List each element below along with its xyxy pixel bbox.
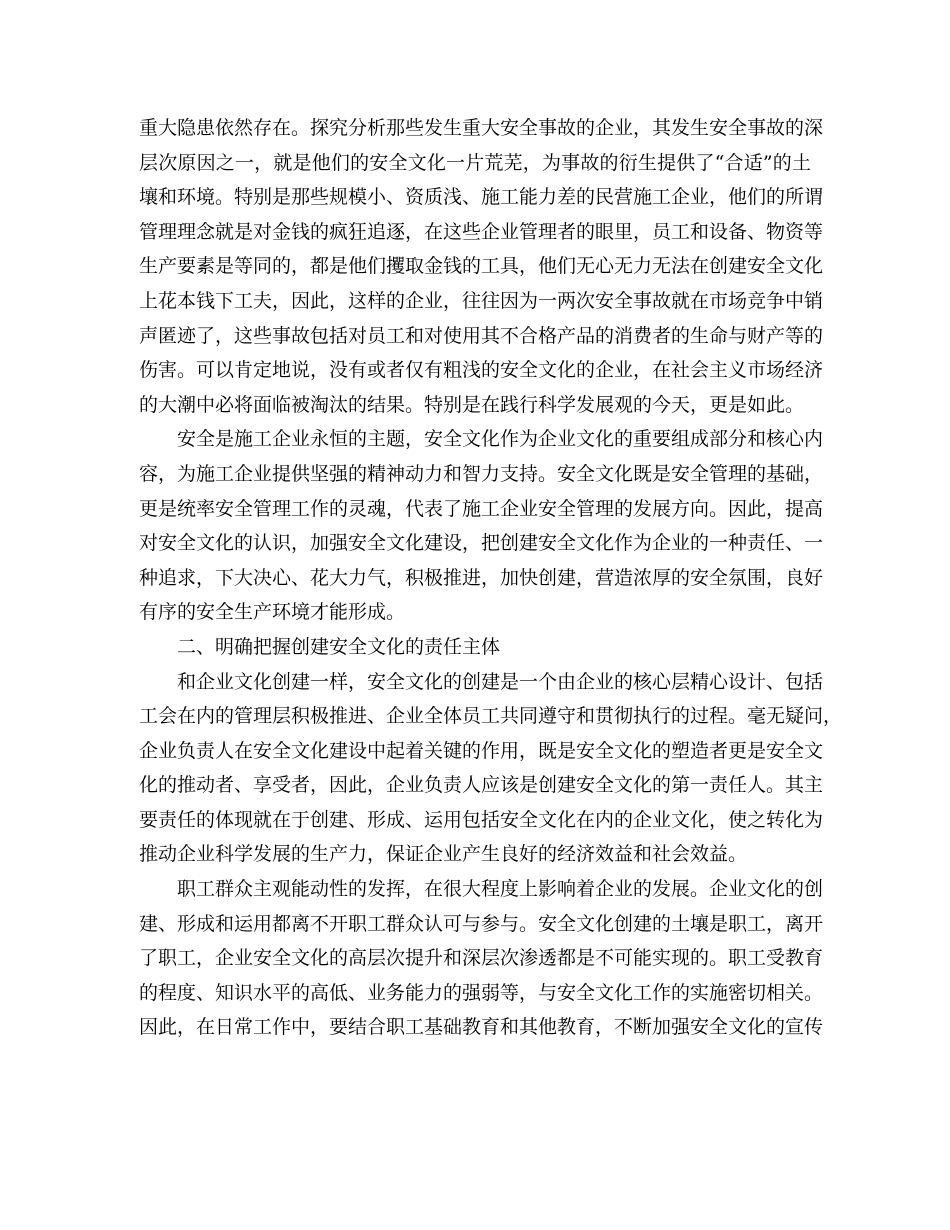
text-line: 管理理念就是对金钱的疯狂追逐，在这些企业管理者的眼里，员工和设备、物资等 [139,220,824,243]
text-line: 的大潮中必将面临被淘汰的结果。特别是在践行科学发展观的今天，更是如此。 [139,393,805,416]
body-text [139,111,843,1045]
text-line: 对安全文化的认识，加强安全文化建设，把创建安全文化作为企业的一种责任、一 [139,532,824,555]
text-line: 种追求，下大决心、花大力气，积极推进，加快创建，营造浓厚的安全氛围，良好 [139,566,824,589]
text-line: 有序的安全生产环境才能形成。 [139,601,406,624]
text-line: 的程度、知识水平的高低、业务能力的强弱等，与安全文化工作的实施密切相关。 [139,981,824,1004]
text-line: 工会在内的管理层积极推进、企业全体员工共同遵守和贯彻执行的过程。毫无疑问， [139,705,843,728]
text-line: 企业负责人在安全文化建设中起着关键的作用，既是安全文化的塑造者更是安全文 [139,739,824,762]
section-heading: 二、明确把握创建安全文化的责任主体 [177,635,501,658]
text-line: 重大隐患依然存在。探究分析那些发生重大安全事故的企业，其发生安全事故的深 [139,117,824,139]
text-line: 要责任的体现就在于创建、形成、运用包括安全文化在内的企业文化，使之转化为 [139,808,824,831]
text-line: 壤和环境。特别是那些规模小、资质浅、施工能力差的民营施工企业，他们的所谓 [139,186,824,209]
text-line: 化的推动者、享受者，因此，企业负责人应该是创建安全文化的第一责任人。其主 [139,774,824,797]
text-line: 生产要素是等同的，都是他们攫取金钱的工具，他们无心无力无法在创建安全文化 [139,255,824,278]
text-line: 更是统率安全管理工作的灵魂，代表了施工企业安全管理的发展方向。因此，提高 [139,497,824,520]
text-line: 推动企业科学发展的生产力，保证企业产生良好的经济效益和社会效益。 [139,843,748,866]
text-line: 和企业文化创建一样，安全文化的创建是一个由企业的核心层精心设计、包括 [177,670,824,693]
text-line: 伤害。可以肯定地说，没有或者仅有粗浅的安全文化的企业，在社会主义市场经济 [139,359,824,382]
text-line: 职工群众主观能动性的发挥，在很大程度上影响着企业的发展。企业文化的创 [177,878,824,901]
text-line: 层次原因之一，就是他们的安全文化一片荒芜，为事故的衍生提供了“合适”的土 [139,151,811,174]
text-line: 建、形成和运用都离不开职工群众认可与参与。安全文化创建的土壤是职工，离开 [139,912,824,935]
text-line: 上花本钱下工夫，因此，这样的企业，往往因为一两次安全事故就在市场竞争中销 [139,289,824,312]
text-line: 因此，在日常工作中，要结合职工基础教育和其他教育，不断加强安全文化的宣传 [139,1016,824,1039]
text-line: 容，为施工企业提供坚强的精神动力和智力支持。安全文化既是安全管理的基础， [139,462,824,485]
text-line: 声匿迹了，这些事故包括对员工和对使用其不合格产品的消费者的生命与财产等的 [139,324,824,347]
text-line: 安全是施工企业永恒的主题，安全文化作为企业文化的重要组成部分和核心内 [177,428,824,451]
text-line: 了职工，企业安全文化的高层次提升和深层次渗透都是不可能实现的。职工受教育 [139,947,824,970]
